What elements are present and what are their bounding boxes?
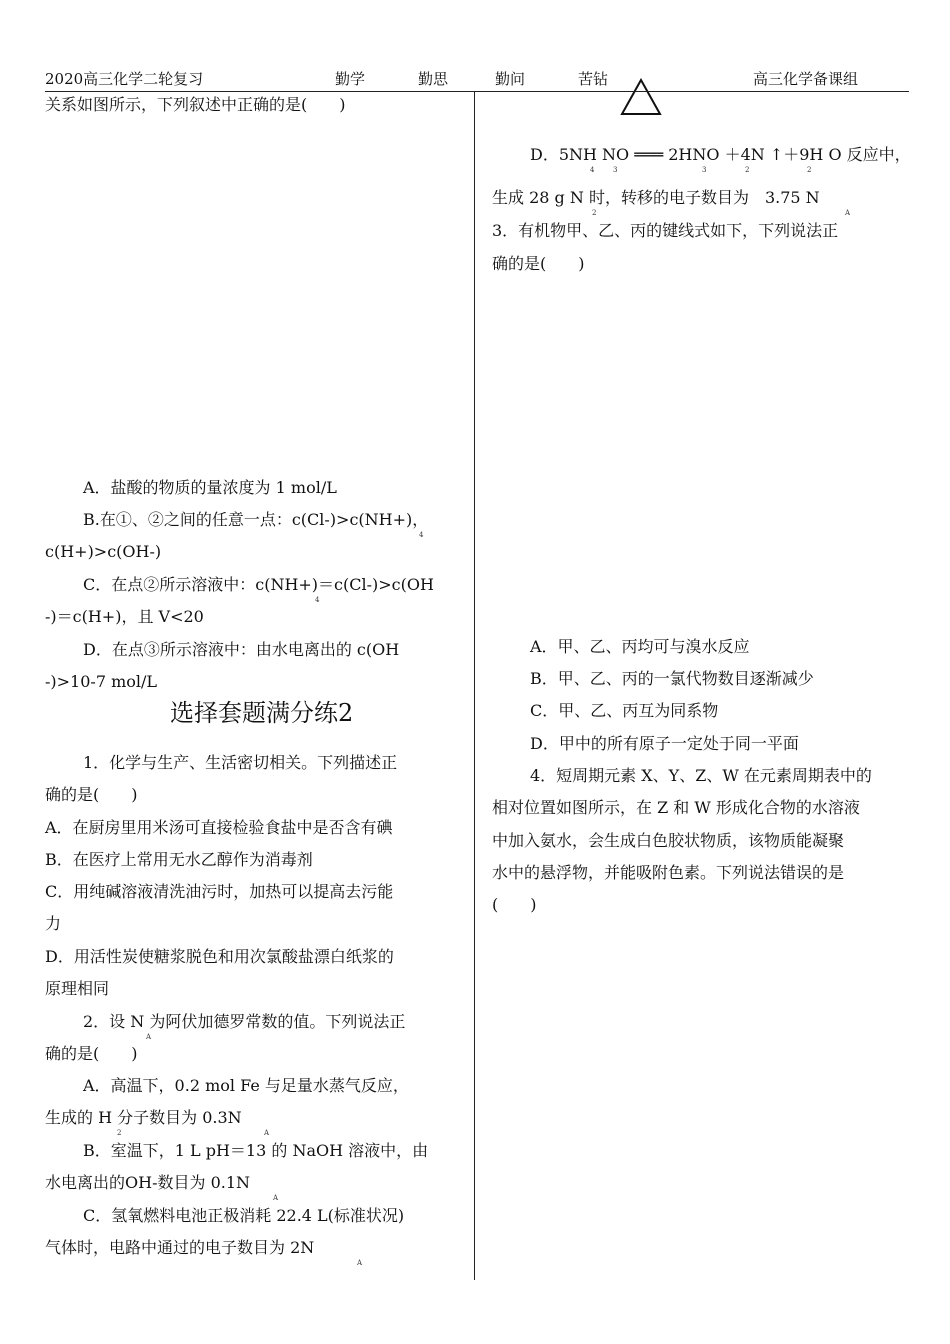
subscript: 4 [419,531,424,539]
right-line-8: D．甲中的所有原子一定处于同一平面 [530,734,799,753]
header-group: 高三化学备课组 [753,70,859,88]
header-motto-1: 勤学 [335,70,366,88]
right-line-9: 4．短周期元素 X、Y、Z、W 在元素周期表中的 [530,766,872,785]
right-line-4: 确的是( ) [492,254,585,273]
left-line-8: -)>10-7 mol/L [45,672,158,691]
subscript: A [273,1194,279,1202]
left-line-24: 气体时，电路中通过的电子数目为 2N [45,1238,315,1257]
left-line-17: 2．设 N 为阿伏加德罗常数的值。下列说法正 [83,1012,406,1031]
subscript: 4 [315,596,320,604]
header-motto-2: 勤思 [418,70,449,88]
right-line-10: 相对位置如图所示，在 Z 和 W 形成化合物的水溶液 [492,798,860,817]
left-line-18: 确的是( ) [45,1044,138,1063]
left-line-22: 水电离出的OH-数目为 0.1N [45,1173,251,1192]
subscript: A [264,1129,270,1137]
subscript: 2 [807,166,812,174]
subscript: A [845,209,851,217]
left-line-6: -)＝c(H+)，且 V<20 [45,607,204,626]
left-line-14: 力 [45,914,62,933]
left-line-3: B.在①、②之间的任意一点：c(Cl-)>c(NH+)， [83,510,429,529]
section-title: 选择套题满分练2 [170,699,354,727]
left-line-4: c(H+)>c(OH-) [45,542,162,561]
left-line-11: A．在厨房里用米汤可直接检验食盐中是否含有碘 [45,818,393,837]
subscript: 3 [702,166,707,174]
header-course: 2020高三化学二轮复习 [45,70,204,88]
left-line-15: D．用活性炭使糖浆脱色和用次氯酸盐漂白纸浆的 [45,947,394,966]
left-line-16: 原理相同 [45,979,110,998]
right-line-12: 水中的悬浮物，并能吸附色素。下列说法错误的是 [492,863,845,882]
left-line-12: B．在医疗上常用无水乙醇作为消毒剂 [45,850,313,869]
left-line-13: C．用纯碱溶液清洗油污时，加热可以提高去污能 [45,882,394,901]
right-line-13: ( ) [492,895,537,914]
subscript: A [357,1259,363,1267]
right-line-5: A．甲、乙、丙均可与溴水反应 [530,637,750,656]
subscript: 2 [117,1129,122,1137]
right-line-2: 生成 28 g N 时，转移的电子数目为 3.75 N [492,188,820,207]
column-divider [474,92,475,1280]
left-line-21: B．室温下，1 L pH＝13 的 NaOH 溶液中，由 [83,1141,429,1160]
left-line-9: 1．化学与生产、生活密切相关。下列描述正 [83,753,398,772]
header-rule [45,91,909,92]
subscript: 2 [592,209,597,217]
triangle-icon [620,78,662,116]
left-line-10: 确的是( ) [45,785,138,804]
subscript: 2 [745,166,750,174]
right-line-1: D．5NH NO ═══ 2HNO ＋4N ↑＋9H O 反应中， [530,145,911,164]
subscript: 3 [613,166,618,174]
right-line-11: 中加入氨水，会生成白色胶状物质，该物质能凝聚 [492,831,845,850]
right-line-7: C．甲、乙、丙互为同系物 [530,701,719,720]
subscript: 4 [590,166,595,174]
left-line-7: D．在点③所示溶液中：由水电离出的 c(OH [83,640,400,659]
header-motto-3: 勤问 [495,70,526,88]
left-line-23: C．氢氧燃料电池正极消耗 22.4 L(标准状况) [83,1206,405,1225]
header-motto-4: 苦钻 [578,70,609,88]
right-line-6: B．甲、乙、丙的一氯代物数目逐渐减少 [530,669,814,688]
left-line-20: 生成的 H 分子数目为 0.3N [45,1108,242,1127]
subscript: A [146,1033,152,1041]
left-line-5: C．在点②所示溶液中：c(NH+)＝c(Cl-)>c(OH [83,575,434,594]
left-line-1: 关系如图所示，下列叙述中正确的是( ) [45,95,346,114]
left-line-19: A．高温下，0.2 mol Fe 与足量水蒸气反应， [83,1076,409,1095]
left-line-2: A．盐酸的物质的量浓度为 1 mol/L [83,478,337,497]
right-line-3: 3．有机物甲、乙、丙的键线式如下，下列说法正 [492,221,839,240]
